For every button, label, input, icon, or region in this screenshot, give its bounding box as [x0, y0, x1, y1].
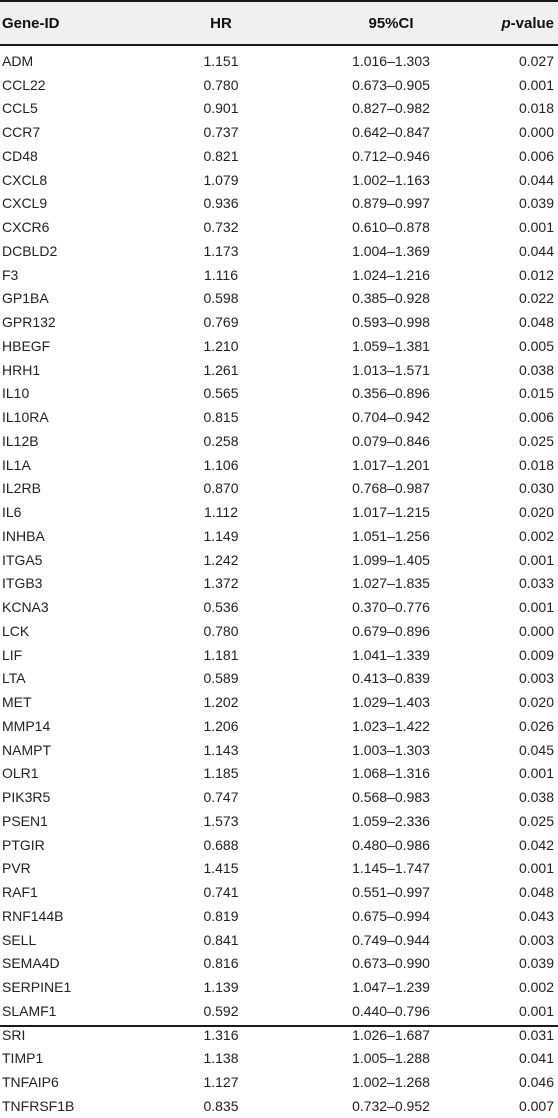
gene-id-cell: TIMP1 — [2, 1050, 44, 1067]
table-row — [0, 49, 558, 73]
ci-cell: 1.029–1.403 — [352, 694, 430, 711]
ci-cell: 1.051–1.256 — [352, 527, 430, 544]
table-row — [0, 880, 558, 904]
ci-cell: 0.385–0.928 — [352, 290, 430, 307]
ci-cell: 1.017–1.215 — [352, 504, 430, 521]
hr-cell: 1.127 — [203, 1074, 239, 1091]
table-row — [0, 524, 558, 548]
table-row — [0, 833, 558, 857]
gene-id-cell: TNFAIP6 — [2, 1074, 59, 1091]
table-row — [0, 952, 558, 976]
p-value-cell: 0.000 — [518, 124, 554, 141]
table-row — [0, 643, 558, 667]
header-ci: 95%CI — [368, 14, 414, 32]
hr-cell: 1.415 — [203, 860, 239, 877]
p-value-cell: 0.043 — [518, 907, 554, 924]
ci-cell: 1.026–1.687 — [352, 1026, 430, 1043]
gene-id-cell: IL2RB — [2, 480, 41, 497]
table-row — [0, 572, 558, 596]
ci-cell: 0.712–0.946 — [352, 147, 430, 164]
table-row — [0, 595, 558, 619]
gene-id-cell: SRI — [2, 1026, 26, 1043]
gene-id-cell: TNFRSF1B — [2, 1097, 75, 1114]
p-value-cell: 0.001 — [518, 551, 554, 568]
hr-cell: 1.143 — [203, 741, 239, 758]
p-value-cell: 0.002 — [518, 979, 554, 996]
p-value-cell: 0.044 — [518, 242, 554, 259]
gene-id-cell: HRH1 — [2, 361, 41, 378]
table-row — [0, 120, 558, 144]
table-row — [0, 73, 558, 97]
gene-id-cell: RNF144B — [2, 907, 64, 924]
ci-cell: 0.673–0.905 — [352, 76, 430, 93]
p-value-cell: 0.026 — [518, 717, 554, 734]
ci-cell: 0.642–0.847 — [352, 124, 430, 141]
table-row — [0, 904, 558, 928]
hr-cell: 0.821 — [203, 147, 239, 164]
hr-cell: 1.173 — [203, 242, 239, 259]
ci-cell: 0.356–0.896 — [352, 385, 430, 402]
p-value-cell: 0.003 — [518, 931, 554, 948]
hr-cell: 0.816 — [203, 955, 239, 972]
table-row — [0, 215, 558, 239]
ci-cell: 0.568–0.983 — [352, 789, 430, 806]
gene-id-cell: NAMPT — [2, 741, 51, 758]
gene-id-cell: MMP14 — [2, 717, 51, 734]
hr-cell: 1.112 — [204, 504, 238, 521]
hr-cell: 0.258 — [203, 432, 239, 449]
hr-cell: 1.206 — [203, 717, 239, 734]
p-value-cell: 0.001 — [518, 219, 554, 236]
ci-cell: 0.610–0.878 — [352, 219, 430, 236]
p-value-cell: 0.015 — [518, 385, 554, 402]
table-header — [0, 0, 558, 46]
table-row — [0, 334, 558, 358]
hr-cell: 0.835 — [203, 1097, 239, 1114]
gene-id-cell: SLAMF1 — [2, 1002, 57, 1019]
p-value-cell: 0.044 — [518, 171, 554, 188]
gene-id-cell: PVR — [2, 860, 31, 877]
header-hr: HR — [210, 14, 232, 32]
hr-cell: 0.780 — [203, 76, 239, 93]
hr-cell: 0.592 — [203, 1002, 239, 1019]
table-row — [0, 714, 558, 738]
p-value-cell: 0.020 — [518, 694, 554, 711]
hr-cell: 0.565 — [203, 385, 239, 402]
table-row — [0, 239, 558, 263]
p-value-cell: 0.039 — [518, 195, 554, 212]
table-row — [0, 429, 558, 453]
hr-cell: 1.079 — [203, 171, 239, 188]
gene-id-cell: SEMA4D — [2, 955, 60, 972]
gene-id-cell: CXCL9 — [2, 195, 48, 212]
gene-id-cell: INHBA — [2, 527, 45, 544]
hr-cell: 1.149 — [203, 527, 239, 544]
ci-cell: 0.879–0.997 — [352, 195, 430, 212]
p-value-cell: 0.002 — [518, 527, 554, 544]
hr-cell: 0.536 — [203, 599, 239, 616]
p-value-cell: 0.005 — [518, 337, 554, 354]
hr-cell: 0.819 — [203, 907, 239, 924]
table-row — [0, 1094, 558, 1118]
table-row — [0, 310, 558, 334]
p-value-cell: 0.001 — [518, 765, 554, 782]
gene-id-cell: GPR132 — [2, 314, 56, 331]
ci-cell: 1.003–1.303 — [352, 741, 430, 758]
hr-cell: 0.688 — [203, 836, 239, 853]
hr-cell: 1.139 — [203, 979, 239, 996]
p-value-cell: 0.038 — [518, 361, 554, 378]
ci-cell: 0.732–0.952 — [352, 1097, 430, 1114]
table-body — [0, 46, 558, 1118]
table-row — [0, 500, 558, 524]
gene-id-cell: HBEGF — [2, 337, 51, 354]
gene-id-cell: IL1A — [2, 456, 31, 473]
hr-cell: 0.747 — [203, 789, 239, 806]
p-value-cell: 0.045 — [518, 741, 554, 758]
table-row — [0, 405, 558, 429]
hr-cell: 1.316 — [203, 1026, 239, 1043]
hr-cell: 1.573 — [203, 812, 239, 829]
hr-cell: 1.202 — [203, 694, 239, 711]
table-row — [0, 1070, 558, 1094]
table-row — [0, 144, 558, 168]
table-row — [0, 287, 558, 311]
hr-cell: 1.372 — [203, 575, 239, 592]
gene-id-cell: SERPINE1 — [2, 979, 72, 996]
gene-id-cell: GP1BA — [2, 290, 49, 307]
gene-id-cell: CD48 — [2, 147, 38, 164]
ci-cell: 1.047–1.239 — [352, 979, 430, 996]
hr-cell: 0.815 — [203, 409, 239, 426]
ci-cell: 1.068–1.316 — [352, 765, 430, 782]
hr-cell: 0.741 — [203, 884, 239, 901]
p-value-cell: 0.000 — [518, 622, 554, 639]
header-p-value — [462, 15, 558, 32]
gene-id-cell: IL10RA — [2, 409, 49, 426]
hr-cell: 1.261 — [203, 361, 239, 378]
gene-id-cell: ITGB3 — [2, 575, 43, 592]
p-value-cell: 0.003 — [518, 670, 554, 687]
ci-cell: 1.059–2.336 — [352, 812, 430, 829]
ci-cell: 1.016–1.303 — [352, 52, 430, 69]
p-value-cell: 0.038 — [518, 789, 554, 806]
ci-cell: 1.013–1.571 — [352, 361, 430, 378]
gene-id-cell: ITGA5 — [2, 551, 43, 568]
header-p-rest: -value — [510, 14, 554, 32]
table-row — [0, 263, 558, 287]
gene-id-cell: CCL5 — [2, 100, 38, 117]
hr-cell: 1.181 — [203, 646, 239, 663]
table-row — [0, 809, 558, 833]
p-value-cell: 0.018 — [518, 100, 554, 117]
p-value-cell: 0.001 — [518, 76, 554, 93]
gene-id-cell: IL6 — [2, 504, 22, 521]
gene-id-cell: PSEN1 — [2, 812, 48, 829]
gene-id-cell: F3 — [2, 266, 19, 283]
gene-id-cell: IL10 — [2, 385, 30, 402]
gene-id-cell: SELL — [2, 931, 37, 948]
gene-id-cell: MET — [2, 694, 32, 711]
ci-cell: 0.480–0.986 — [352, 836, 430, 853]
hr-cell: 0.841 — [203, 931, 239, 948]
p-value-cell: 0.039 — [518, 955, 554, 972]
hr-cell: 0.737 — [203, 124, 239, 141]
table-row — [0, 857, 558, 881]
p-value-cell: 0.027 — [518, 52, 554, 69]
ci-cell: 0.673–0.990 — [352, 955, 430, 972]
p-value-cell: 0.006 — [518, 147, 554, 164]
p-value-cell: 0.006 — [518, 409, 554, 426]
ci-cell: 1.145–1.747 — [352, 860, 430, 877]
p-value-cell: 0.030 — [518, 480, 554, 497]
table-row — [0, 619, 558, 643]
ci-cell: 1.017–1.201 — [352, 456, 430, 473]
hr-cell: 0.780 — [203, 622, 239, 639]
gene-id-cell: PTGIR — [2, 836, 45, 853]
table-row — [0, 690, 558, 714]
ci-cell: 0.827–0.982 — [352, 100, 430, 117]
table-row — [0, 762, 558, 786]
table-row — [0, 999, 558, 1023]
ci-cell: 1.005–1.288 — [352, 1050, 430, 1067]
ci-cell: 0.593–0.998 — [352, 314, 430, 331]
gene-id-cell: CXCR6 — [2, 219, 50, 236]
ci-cell: 1.027–1.835 — [352, 575, 430, 592]
p-value-cell: 0.012 — [518, 266, 554, 283]
p-value-cell: 0.042 — [518, 836, 554, 853]
p-value-cell: 0.031 — [518, 1026, 554, 1043]
gene-id-cell: IL12B — [2, 432, 39, 449]
gene-id-cell: OLR1 — [2, 765, 39, 782]
ci-cell: 1.002–1.268 — [352, 1074, 430, 1091]
hr-cell: 1.151 — [203, 52, 239, 69]
table-row — [0, 453, 558, 477]
ci-cell: 1.059–1.381 — [352, 337, 430, 354]
p-value-cell: 0.025 — [518, 812, 554, 829]
gene-id-cell: CCR7 — [2, 124, 41, 141]
ci-cell: 0.679–0.896 — [352, 622, 430, 639]
table-row — [0, 667, 558, 691]
p-value-cell: 0.007 — [518, 1097, 554, 1114]
table-row — [0, 975, 558, 999]
table-row — [0, 548, 558, 572]
gene-id-cell: LTA — [2, 670, 26, 687]
p-value-cell: 0.041 — [518, 1050, 554, 1067]
gene-id-cell: RAF1 — [2, 884, 38, 901]
gene-id-cell: DCBLD2 — [2, 242, 58, 259]
hr-cell: 1.116 — [204, 266, 238, 283]
ci-cell: 0.440–0.796 — [352, 1002, 430, 1019]
table-row — [0, 928, 558, 952]
ci-cell: 0.370–0.776 — [352, 599, 430, 616]
p-value-cell: 0.001 — [518, 860, 554, 877]
table-row — [0, 97, 558, 121]
hr-cell: 0.870 — [203, 480, 239, 497]
hr-cell: 1.242 — [203, 551, 239, 568]
p-value-cell: 0.048 — [518, 884, 554, 901]
gene-id-cell: KCNA3 — [2, 599, 49, 616]
hr-cell: 0.901 — [203, 100, 239, 117]
ci-cell: 0.704–0.942 — [352, 409, 430, 426]
table-row — [0, 1047, 558, 1071]
gene-id-cell: PIK3R5 — [2, 789, 51, 806]
hr-cell: 1.210 — [203, 337, 239, 354]
gene-id-cell: LIF — [2, 646, 23, 663]
p-value-cell: 0.018 — [518, 456, 554, 473]
hr-cell: 0.589 — [203, 670, 239, 687]
table-row — [0, 358, 558, 382]
p-value-cell: 0.020 — [518, 504, 554, 521]
hr-cell: 1.185 — [203, 765, 239, 782]
p-value-cell: 0.046 — [518, 1074, 554, 1091]
ci-cell: 0.079–0.846 — [352, 432, 430, 449]
gene-id-cell: ADM — [2, 52, 34, 69]
gene-id-cell: CXCL8 — [2, 171, 48, 188]
bottom-rule — [0, 1025, 558, 1027]
ci-cell: 0.551–0.997 — [352, 884, 430, 901]
ci-cell: 1.099–1.405 — [352, 551, 430, 568]
p-value-cell: 0.033 — [518, 575, 554, 592]
p-value-cell: 0.009 — [518, 646, 554, 663]
ci-cell: 1.041–1.339 — [352, 646, 430, 663]
gene-id-cell: LCK — [2, 622, 30, 639]
hr-cell: 0.732 — [203, 219, 239, 236]
hr-cell: 0.598 — [203, 290, 239, 307]
hr-cell: 0.936 — [203, 195, 239, 212]
ci-cell: 1.024–1.216 — [352, 266, 430, 283]
ci-cell: 1.002–1.163 — [352, 171, 430, 188]
table-row — [0, 168, 558, 192]
table-row — [0, 785, 558, 809]
table-row — [0, 382, 558, 406]
header-p-italic: p — [501, 14, 511, 32]
ci-cell: 0.675–0.994 — [352, 907, 430, 924]
table-row — [0, 738, 558, 762]
ci-cell: 1.004–1.369 — [352, 242, 430, 259]
ci-cell: 0.768–0.987 — [352, 480, 430, 497]
p-value-cell: 0.001 — [518, 1002, 554, 1019]
hr-cell: 1.106 — [203, 456, 239, 473]
table-row — [0, 477, 558, 501]
p-value-cell: 0.001 — [518, 599, 554, 616]
ci-cell: 1.023–1.422 — [352, 717, 430, 734]
hr-cell: 0.769 — [203, 314, 239, 331]
p-value-cell: 0.022 — [518, 290, 554, 307]
ci-cell: 0.413–0.839 — [352, 670, 430, 687]
p-value-cell: 0.048 — [518, 314, 554, 331]
hr-cell: 1.138 — [203, 1050, 239, 1067]
p-value-cell: 0.025 — [518, 432, 554, 449]
ci-cell: 0.749–0.944 — [352, 931, 430, 948]
table-row — [0, 192, 558, 216]
header-gene-id: Gene-ID — [2, 14, 60, 32]
gene-id-cell: CCL22 — [2, 76, 46, 93]
